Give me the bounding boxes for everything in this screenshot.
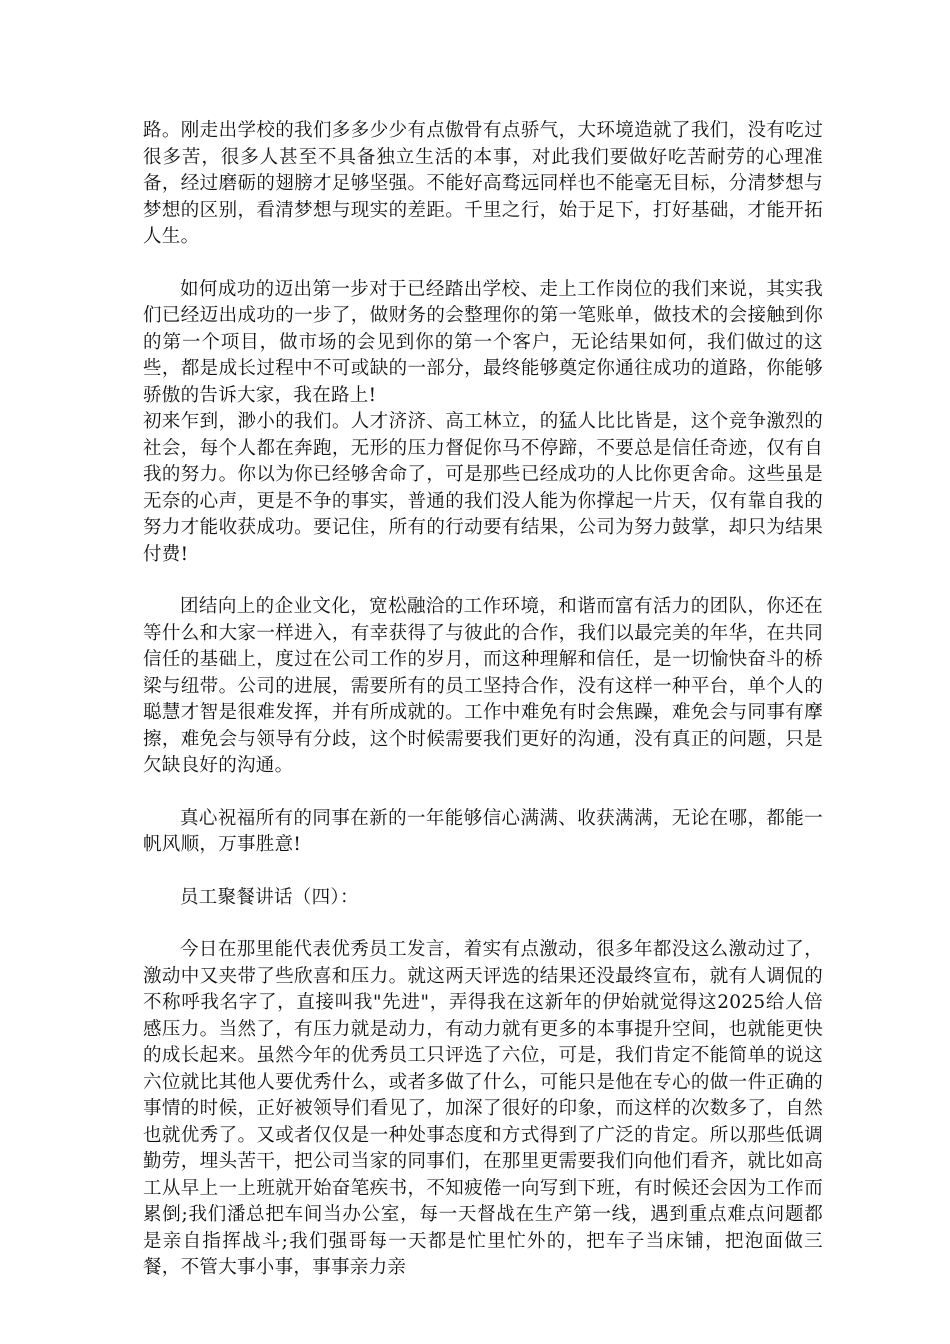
document-body [143, 118, 823, 1282]
paragraph-3: 初来乍到，渺小的我们。人才济济、高工林立，的猛人比比皆是，这个竞争激烈的社会，每个人都在奔跑，无形的压力督促你马不停蹄，不要总是信任奇迹，仅有自我的努力。你以为你已经够舍命了，可是那些已经成功的人比你更舍命。这些虽是无奈的心声，更是不争的事实，普通的我们没人能为你撑起一片天，仅有靠自我的努力才能收获成功。要记住，所有的行动要有结果，公司为努力鼓掌，却只为结果付费! [143, 411, 823, 565]
paragraph-gap [143, 911, 823, 937]
paragraph-gap [143, 568, 823, 594]
paragraph-gap [143, 859, 823, 885]
paragraph-5: 真心祝福所有的同事在新的一年能够信心满满、收获满满，无论在哪，都能一帆风顺，万事胜意! [143, 807, 823, 855]
paragraph-gap [143, 251, 823, 277]
section-heading: 员工聚餐讲话（四）： [180, 886, 359, 908]
paragraph-2: 如何成功的迈出第一步对于已经踏出学校、走上工作岗位的我们来说，其实我们已经迈出成功的一步了，做财务的会整理你的第一笔账单，做技术的会接触到你的第一个项目，做市场的会见到你的第一个客户，无论结果如何，我们做过的这些，都是成长过程中不可或缺的一部分，最终能够奠定你通往成功的道路，你能够骄傲的告诉大家，我在路上! [143, 278, 823, 406]
paragraph-4: 团结向上的企业文化，宽松融洽的工作环境，和谐而富有活力的团队，你还在等什么和大家一样进入，有幸获得了与彼此的合作，我们以最完美的年华，在共同信任的基础上，度过在公司工作的岁月，而这种理解和信任，是一切愉快奋斗的桥梁与纽带。公司的进展，需要所有的员工坚持合作，没有这样一种平台，单个人的聪慧才智是很难发挥，并有所成就的。工作中难免有时会焦躁，难免会与同事有摩擦，难免会与领导有分歧，这个时候需要我们更好的沟通，没有真正的问题，只是欠缺良好的沟通。 [143, 596, 823, 776]
paragraph-gap [143, 780, 823, 806]
paragraph-7: 今日在那里能代表优秀员工发言，着实有点激动，很多年都没这么激动过了，激动中又夹带了些欣喜和压力。就这两天评选的结果还没最终宣布，就有人调侃的不称呼我名字了，直接叫我"先进"，弄得我在这新年的伊始就觉得这2025给人倍感压力。当然了，有压力就是动力，有动力就有更多的本事提升空间，也就能更快的成长起来。虽然今年的优秀员工只评选了六位，可是，我们肯定不能简单的说这六位就比其他人要优秀什么，或者多做了什么，可能只是他在专心的做一件正确的事情的时候，正好被领导们看见了，加深了很好的印象，而这样的次数多了，自然也就优秀了。又或者仅仅是一种处事态度和方式得到了广泛的肯定。所以那些低调勤劳，埋头苦干，把公司当家的同事们，在那里更需要我们向他们看齐，就比如高工从早上一上班就开始奋笔疾书，不知疲倦一向写到下班，有时候还会因为工作而累倒;我们潘总把车间当办公室，每一天督战在生产第一线，遇到重点难点问题都是亲自指挥战斗;我们强哥每一天都是忙里忙外的，把车子当床铺，把泡面做三餐，不管大事小事，事事亲力亲 [143, 939, 823, 1278]
paragraph-1: 路。刚走出学校的我们多多少少有点傲骨有点骄气，大环境造就了我们，没有吃过很多苦，很多人甚至不具备独立生活的本事，对此我们要做好吃苦耐劳的心理准备，经过磨砺的翅膀才足够坚强。不能好高骛远同样也不能毫无目标，分清梦想与梦想的区别，看清梦想与现实的差距。千里之行，始于足下，打好基础，才能开拓人生。 [143, 120, 823, 247]
